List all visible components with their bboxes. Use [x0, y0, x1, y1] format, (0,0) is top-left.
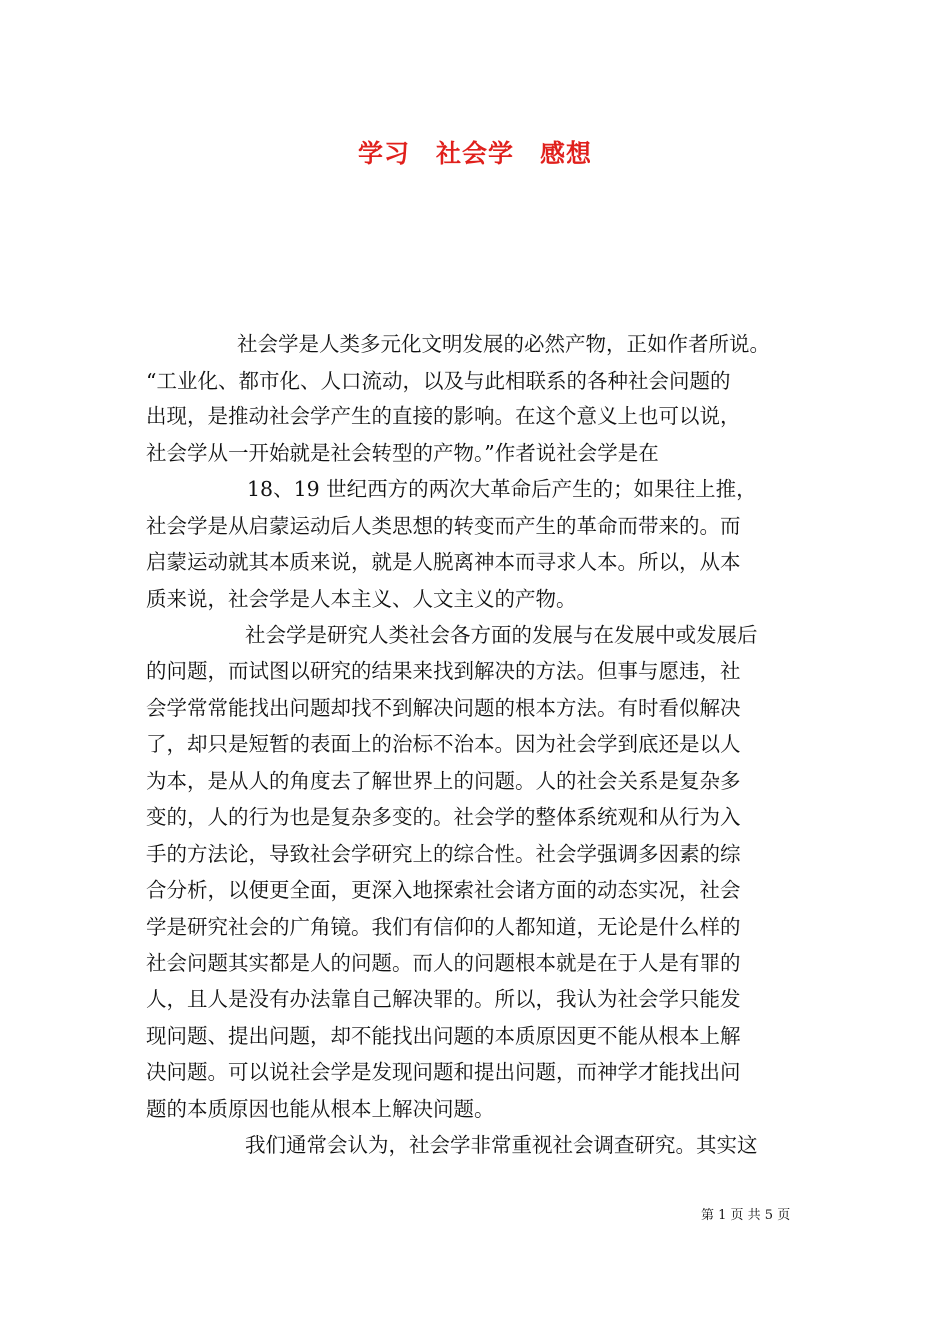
text-line: 会学常常能找出问题却找不到解决问题的根本方法。有时看似解决 [146, 696, 741, 720]
text-line: “工业化、都市化、人口流动，以及与此相联系的各种社会问题的 [146, 369, 731, 393]
title-text: 学习 社会学 感想 [357, 139, 592, 168]
text-line: 18、19 世纪西方的两次大革命后产生的；如果往上推， [247, 477, 757, 501]
text-line: 合分析，以便更全面，更深入地探索社会诸方面的动态实况，社会 [146, 878, 741, 902]
text-line: 社会学是从启蒙运动后人类思想的转变而产生的革命而带来的。而 [146, 514, 741, 538]
text-line: 现问题、提出问题，却不能找出问题的本质原因更不能从根本上解 [146, 1024, 741, 1048]
text-line: 启蒙运动就其本质来说，就是人脱离神本而寻求人本。所以，从本 [146, 550, 741, 574]
text-line: 决问题。可以说社会学是发现问题和提出问题，而神学才能找出问 [146, 1060, 741, 1084]
text-line: 出现，是推动社会学产生的直接的影响。在这个意义上也可以说， [146, 404, 741, 428]
text-line: 的问题，而试图以研究的结果来找到解决的方法。但事与愿违，社 [146, 659, 741, 683]
text-line: 我们通常会认为，社会学非常重视社会调查研究。其实这 [245, 1133, 758, 1157]
text-line: 手的方法论，导致社会学研究上的综合性。社会学强调多因素的综 [146, 842, 741, 866]
text-line: 题的本质原因也能从根本上解决问题。 [146, 1097, 495, 1121]
page-footer: 第 1 页 共 5 页 [701, 1208, 791, 1223]
text-line: 变的，人的行为也是复杂多变的。社会学的整体系统观和从行为入 [146, 805, 741, 829]
text-line: 社会学是研究人类社会各方面的发展与在发展中或发展后 [245, 623, 758, 647]
text-line: 学是研究社会的广角镜。我们有信仰的人都知道，无论是什么样的 [146, 915, 741, 939]
text-line: 人，且人是没有办法靠自己解决罪的。所以，我认为社会学只能发 [146, 987, 741, 1011]
text-line: 了，却只是短暂的表面上的治标不治本。因为社会学到底还是以人 [146, 732, 741, 756]
text-line: 质来说，社会学是人本主义、人文主义的产物。 [146, 587, 577, 611]
text-line: 为本，是从人的角度去了解世界上的问题。人的社会关系是复杂多 [146, 769, 741, 793]
text-line: 社会学从一开始就是社会转型的产物。”作者说社会学是在 [146, 441, 659, 465]
document-title [0, 134, 950, 170]
text-line: 社会问题其实都是人的问题。而人的问题根本就是在于人是有罪的 [146, 951, 741, 975]
text-line: 社会学是人类多元化文明发展的必然产物，正如作者所说。 [237, 332, 770, 356]
